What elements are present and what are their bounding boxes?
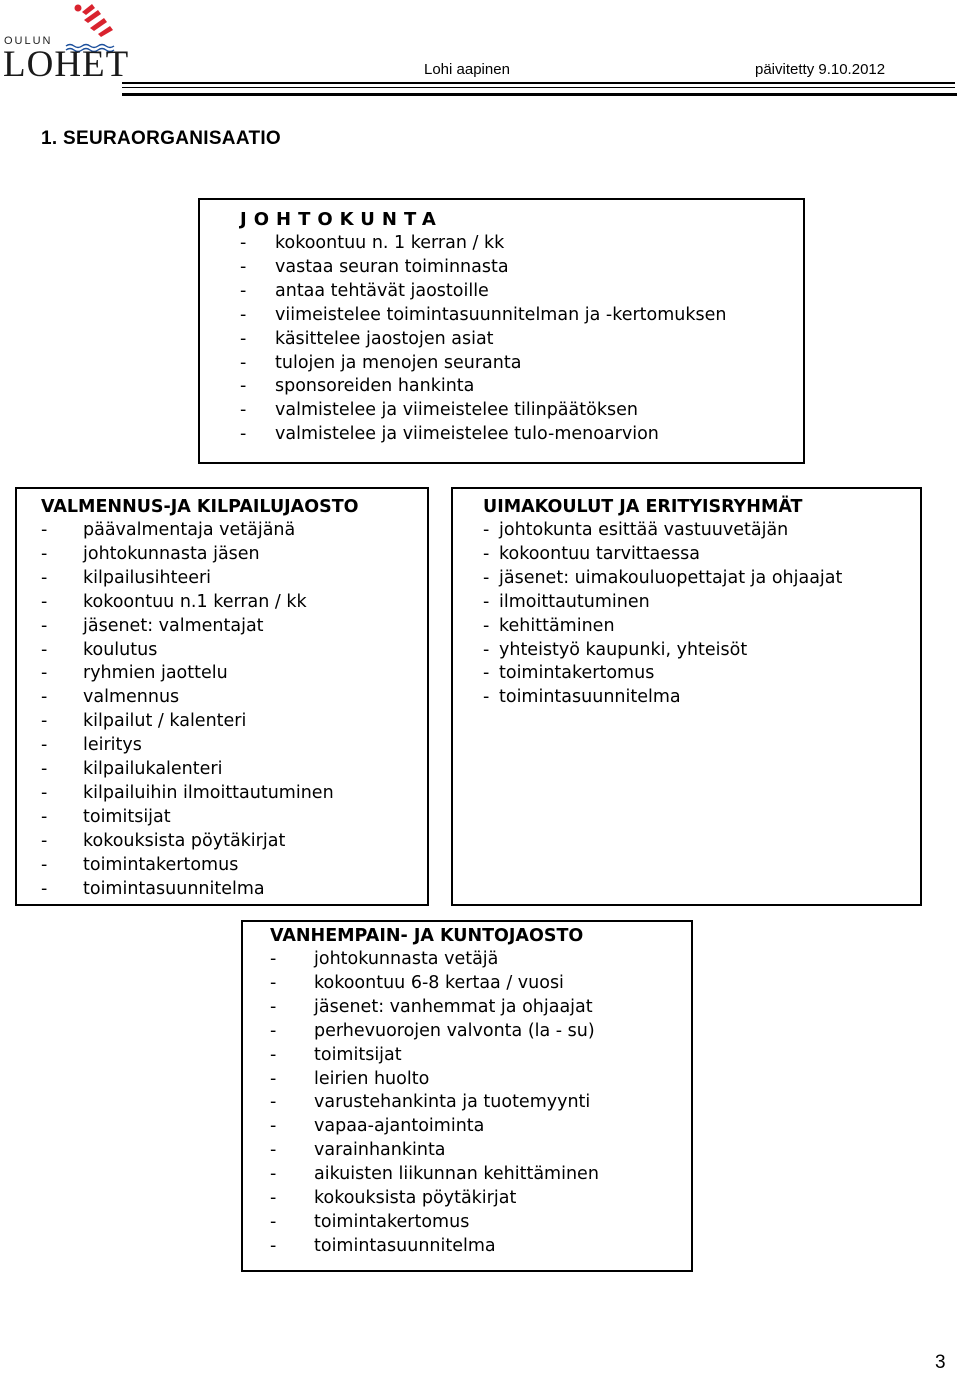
list-item-text: kokoontuu 6-8 kertaa / vuosi [314, 972, 564, 993]
list-item-text: viimeistelee toimintasuunnitelman ja -kertomuksen [275, 304, 727, 325]
list-item [270, 1163, 691, 1187]
list-item [270, 996, 691, 1020]
list-item-text: valmistelee ja viimeistelee tilinpäätöksen [275, 400, 638, 421]
bullet-dash: - [270, 949, 277, 969]
bullet-dash: - [41, 878, 48, 899]
logo-city-text: OULUN [4, 35, 53, 47]
list-item-text: toimintasuunnitelma [83, 878, 265, 899]
section-title: 1. SEURAORGANISAATIO [41, 128, 282, 149]
bullet-dash: - [240, 424, 247, 445]
bullet-dash: - [270, 1188, 277, 1209]
bullet-dash: - [41, 567, 48, 588]
list-item-text: kehittäminen [499, 615, 615, 636]
list-item [270, 1091, 691, 1115]
bullet-dash: - [240, 352, 247, 373]
list-item [31, 806, 427, 830]
list-item-text: kilpailukalenteri [83, 759, 223, 780]
list-item-text: toimitsijat [314, 1044, 402, 1065]
list-item-text: johtokunta esittää vastuuvetäjän [499, 520, 789, 540]
list-item [31, 543, 427, 567]
list-item-text: päävalmentaja vetäjänä [83, 520, 296, 540]
list-item-text: valmistelee ja viimeistelee tulo-menoarvion [275, 424, 659, 445]
list-item [483, 639, 920, 663]
bullet-dash: - [483, 663, 490, 684]
list-item [483, 519, 920, 543]
list-item [31, 782, 427, 806]
list-item [240, 280, 803, 304]
bullet-dash: - [270, 1116, 277, 1137]
list-item [270, 1187, 691, 1211]
list-item-text: kilpailusihteeri [83, 567, 212, 588]
bullet-dash: - [483, 543, 490, 564]
list-item [240, 304, 803, 328]
bullet-dash: - [41, 663, 48, 684]
bullet-dash: - [240, 328, 247, 349]
list-item-text: vapaa-ajantoiminta [314, 1116, 485, 1137]
list-item [31, 615, 427, 639]
bullet-dash: - [483, 591, 490, 612]
bullet-dash: - [270, 1020, 277, 1041]
bullet-dash: - [41, 830, 48, 851]
bullet-dash: - [240, 280, 247, 301]
list-item-text: toimintakertomus [314, 1211, 470, 1232]
bullet-dash: - [270, 1068, 277, 1089]
list-item-text: valmennus [83, 687, 180, 708]
list-item [483, 686, 920, 710]
header-rule [122, 93, 957, 96]
header-rule [122, 82, 955, 84]
bullet-dash: - [270, 1235, 277, 1256]
list-item-text: leiritys [83, 735, 142, 756]
list-item-text: yhteistyö kaupunki, yhteisöt [499, 639, 748, 660]
list-item-text: toimitsijat [83, 806, 171, 827]
bullet-dash: - [240, 400, 247, 421]
list-item-text: sponsoreiden hankinta [275, 376, 475, 397]
list-item [483, 662, 920, 686]
list-item [270, 972, 691, 996]
bullet-dash: - [41, 735, 48, 756]
bullet-dash: - [270, 1164, 277, 1185]
bullet-dash: - [270, 1211, 277, 1232]
list-item-text: aikuisten liikunnan kehittäminen [314, 1164, 599, 1185]
list-item-text: kilpailuihin ilmoittautuminen [83, 782, 334, 803]
list-item [31, 519, 427, 543]
list-item-text: johtokunnasta jäsen [83, 543, 260, 564]
list-item-text: kokoontuu n.1 kerran / kk [83, 591, 307, 612]
list-item-text: toimintakertomus [83, 854, 239, 875]
bullet-dash: - [41, 759, 48, 780]
list-item-text: kokoontuu tarvittaessa [499, 543, 701, 564]
bullet-dash: - [240, 233, 247, 253]
list-item [31, 758, 427, 782]
list-item-text: jäsenet: vanhemmat ja ohjaajat [314, 996, 593, 1017]
list-item [270, 1235, 691, 1259]
list-item-text: johtokunnasta vetäjä [314, 949, 499, 969]
list-item-text: kokouksista pöytäkirjat [83, 830, 286, 851]
coaching-heading: VALMENNUS-JA KILPAILUJAOSTO [41, 497, 359, 517]
bullet-dash: - [41, 806, 48, 827]
page-number: 3 [935, 1352, 946, 1373]
bullet-dash: - [41, 711, 48, 732]
list-item [240, 375, 803, 399]
list-item [31, 686, 427, 710]
list-item [31, 878, 427, 902]
list-item-text: toimintasuunnitelma [499, 687, 681, 708]
list-item [31, 662, 427, 686]
list-item [270, 1139, 691, 1163]
list-item [31, 639, 427, 663]
list-item [270, 1020, 691, 1044]
list-item [270, 1044, 691, 1068]
bullet-dash: - [483, 567, 490, 588]
list-item [240, 232, 803, 256]
bullet-dash: - [41, 520, 48, 540]
bullet-dash: - [41, 615, 48, 636]
bullet-dash: - [41, 591, 48, 612]
list-item [240, 256, 803, 280]
list-item [31, 734, 427, 758]
bullet-dash: - [483, 615, 490, 636]
bullet-dash: - [41, 854, 48, 875]
swim-schools-box [451, 487, 922, 906]
list-item-text: ryhmien jaottelu [83, 663, 228, 684]
bullet-dash: - [270, 1044, 277, 1065]
list-item [270, 1115, 691, 1139]
bullet-dash: - [41, 543, 48, 564]
list-item [240, 399, 803, 423]
list-item [31, 854, 427, 878]
list-item-text: leirien huolto [314, 1068, 430, 1089]
header-rule [122, 87, 955, 88]
list-item-text: perhevuorojen valvonta (la - su) [314, 1020, 595, 1041]
list-item-text: kilpailut / kalenteri [83, 711, 247, 732]
list-item-text: toimintasuunnitelma [314, 1235, 496, 1256]
bullet-dash: - [270, 972, 277, 993]
parents-box [241, 920, 693, 1272]
list-item-text: kokouksista pöytäkirjat [314, 1188, 517, 1209]
list-item-text: vastaa seuran toiminnasta [275, 256, 509, 277]
list-item [31, 830, 427, 854]
list-item [270, 1068, 691, 1092]
board-box [198, 198, 805, 464]
list-item-text: käsittelee jaostojen asiat [275, 328, 494, 349]
bullet-dash: - [483, 687, 490, 708]
list-item [240, 352, 803, 376]
updated-date: päivitetty 9.10.2012 [755, 61, 886, 78]
list-item [31, 710, 427, 734]
parents-list [270, 948, 691, 1259]
bullet-dash: - [270, 1140, 277, 1161]
list-item [270, 1211, 691, 1235]
list-item-text: toimintakertomus [499, 663, 655, 684]
list-item-text: jäsenet: valmentajat [83, 615, 264, 636]
list-item-text: ilmoittautuminen [499, 591, 650, 612]
bullet-dash: - [240, 376, 247, 397]
list-item [483, 591, 920, 615]
logo-wordmark: LOHET [3, 44, 130, 85]
list-item [31, 567, 427, 591]
board-heading: JOHTOKUNTA [240, 209, 443, 230]
swim-schools-heading: UIMAKOULUT JA ERITYISRYHMÄT [483, 497, 803, 517]
list-item [31, 591, 427, 615]
list-item-text: jäsenet: uimakouluopettajat ja ohjaajat [499, 567, 843, 588]
document-name: Lohi aapinen [424, 61, 510, 78]
list-item [483, 567, 920, 591]
list-item-text: tulojen ja menojen seuranta [275, 352, 522, 373]
board-list [240, 232, 803, 447]
bullet-dash: - [41, 782, 48, 803]
coaching-box [15, 487, 429, 906]
list-item [270, 948, 691, 972]
list-item-text: antaa tehtävät jaostoille [275, 280, 489, 301]
bullet-dash: - [240, 304, 247, 325]
list-item [240, 423, 803, 447]
bullet-dash: - [41, 687, 48, 708]
club-logo [2, 2, 130, 85]
bullet-dash: - [240, 256, 247, 277]
list-item [483, 615, 920, 639]
list-item [240, 328, 803, 352]
list-item-text: koulutus [83, 639, 158, 660]
bullet-dash: - [483, 520, 490, 540]
list-item-text: kokoontuu n. 1 kerran / kk [275, 233, 505, 253]
bullet-dash: - [483, 639, 490, 660]
bullet-dash: - [41, 639, 48, 660]
list-item-text: varainhankinta [314, 1140, 446, 1161]
swim-schools-list [483, 519, 920, 710]
parents-heading: VANHEMPAIN- JA KUNTOJAOSTO [270, 926, 584, 946]
list-item [483, 543, 920, 567]
bullet-dash: - [270, 1092, 277, 1113]
list-item-text: varustehankinta ja tuotemyynti [314, 1092, 591, 1113]
coaching-list [41, 519, 427, 902]
bullet-dash: - [270, 996, 277, 1017]
